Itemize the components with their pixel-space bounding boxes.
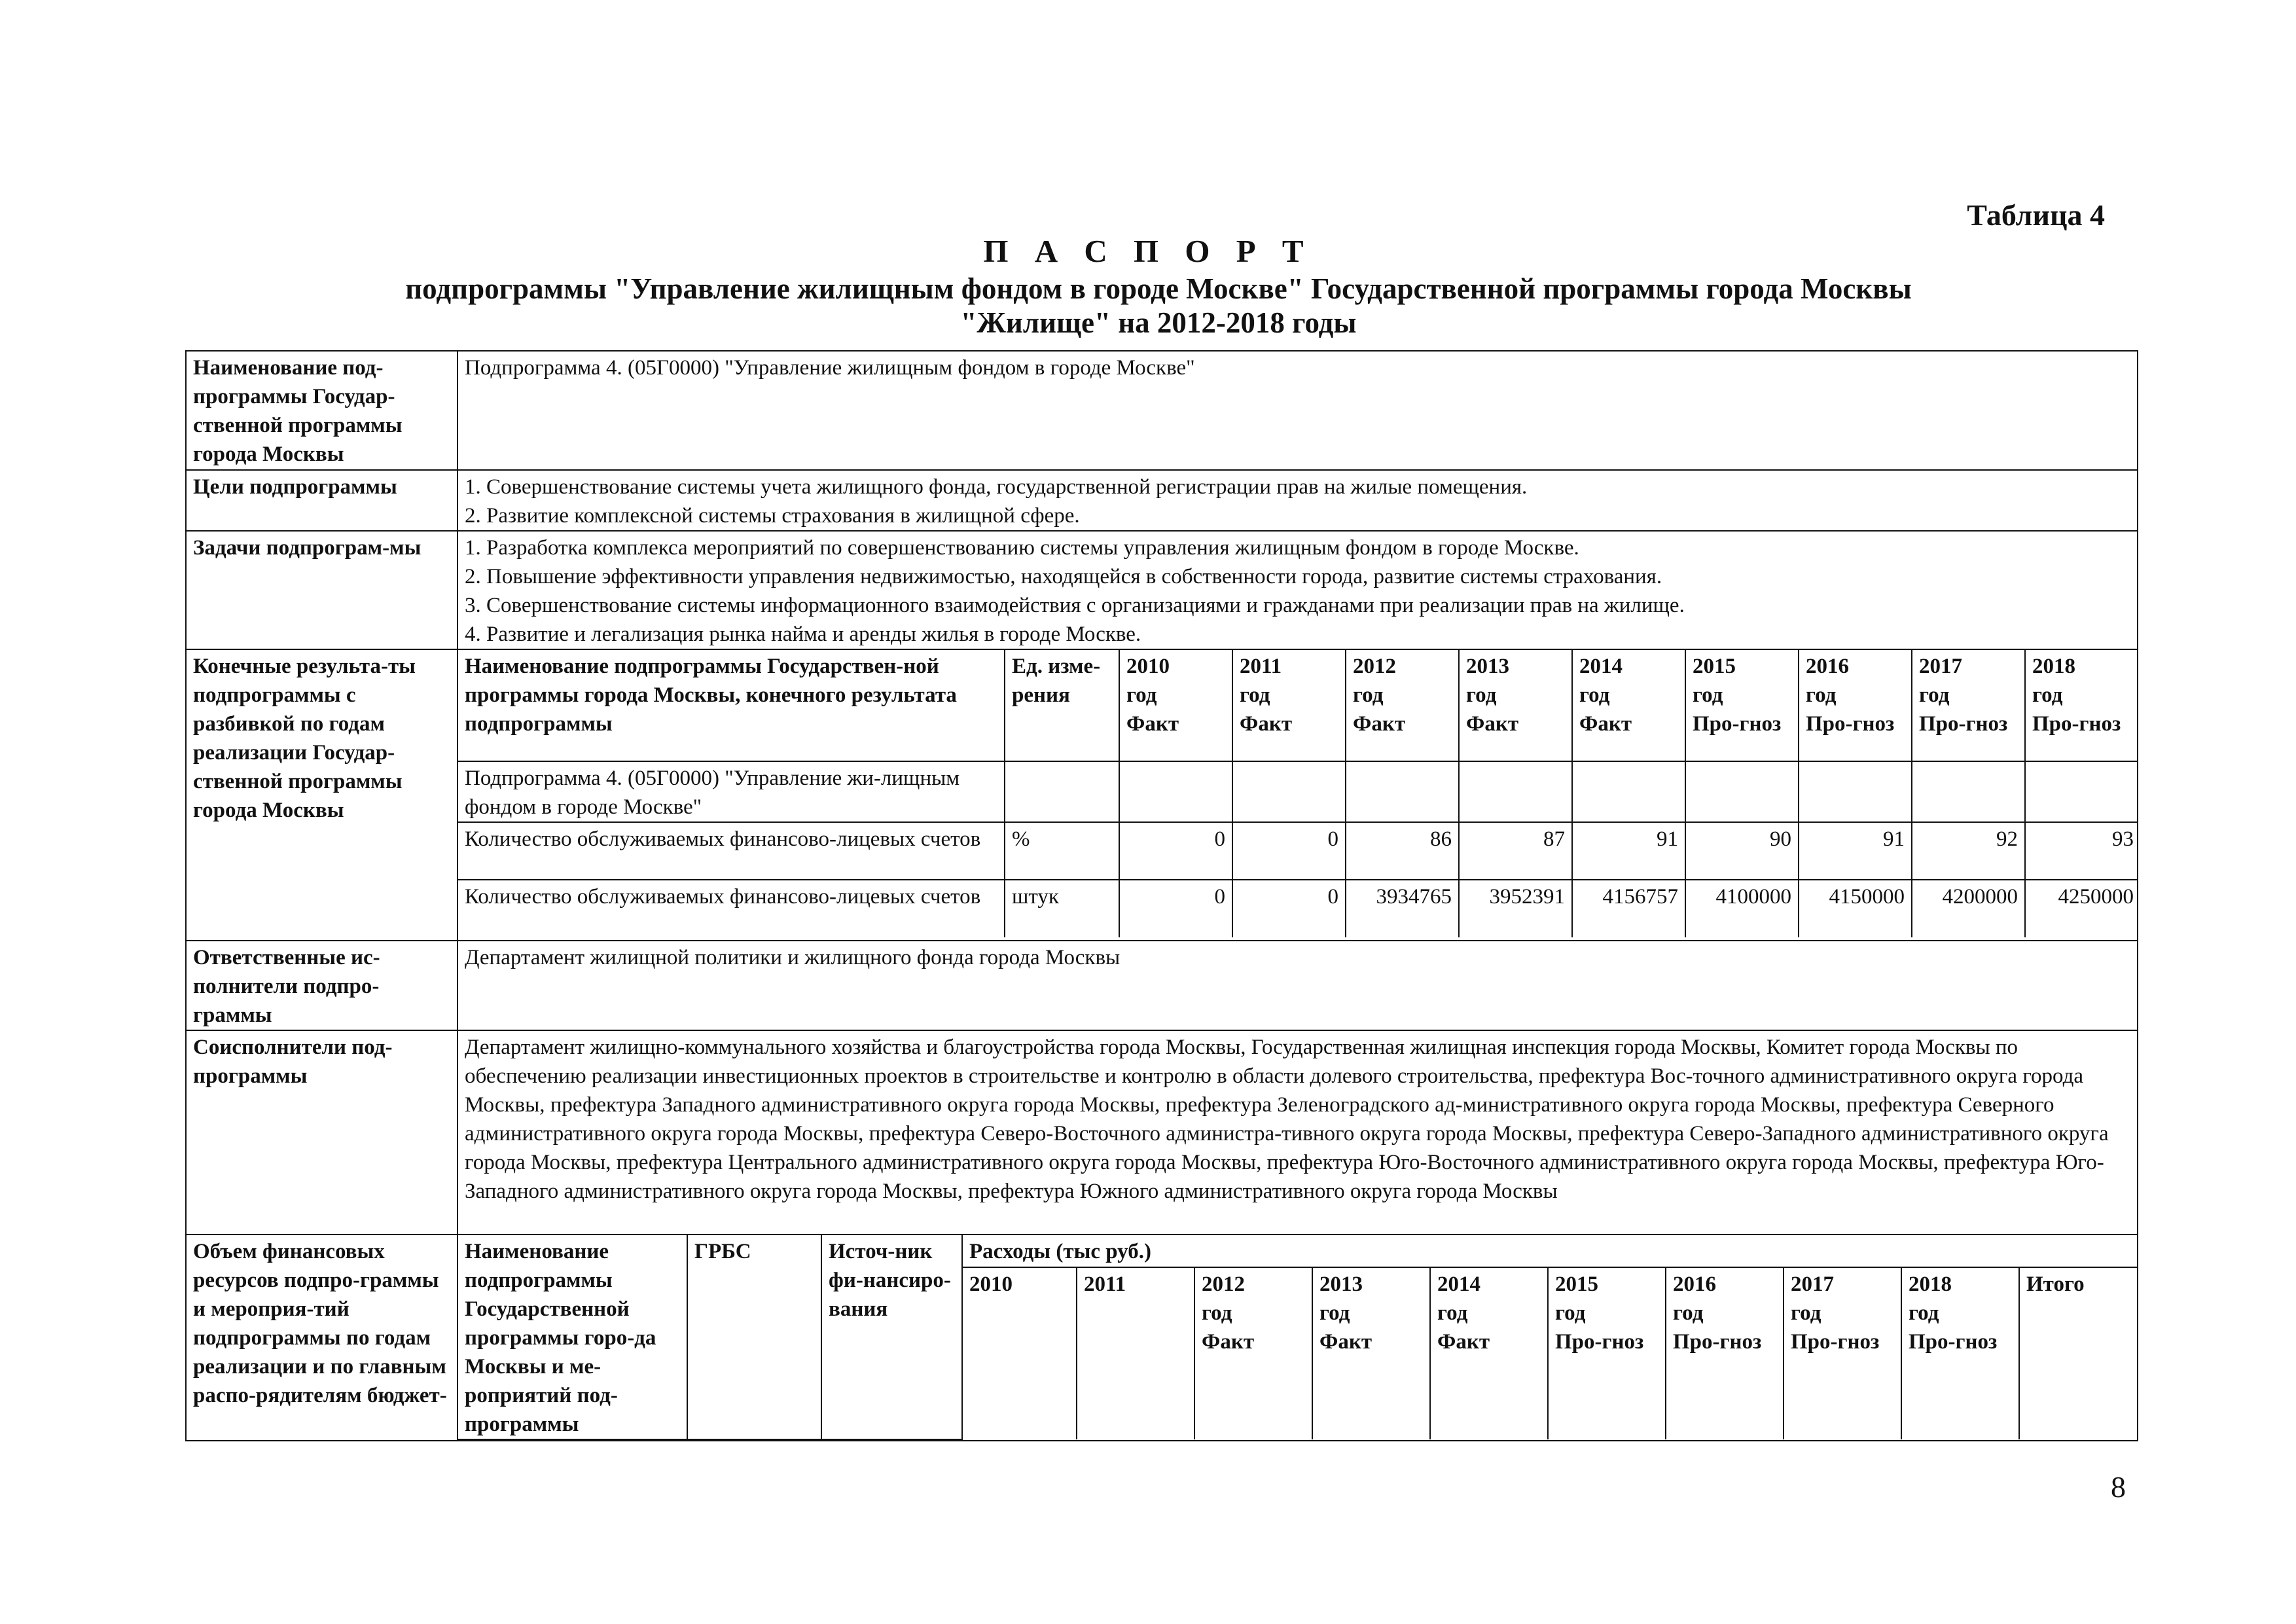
year-header-line3: Про-гноз	[1919, 712, 2008, 736]
year-header-line2: год	[2032, 683, 2063, 707]
responsible-label: Ответственные ис-полнители подпро-граммы	[186, 941, 457, 1030]
subtitle-line-1: подпрограммы "Управление жилищным фондом в городе Москве" Государственной программы города Москвы	[405, 272, 1912, 305]
results-value-cell: 4156757	[1572, 880, 1685, 937]
results-value-cell: 4100000	[1685, 880, 1799, 937]
results-value-cell: 4200000	[1912, 880, 2025, 937]
year-header-line2: год	[1353, 683, 1384, 707]
year-header-line3: Факт	[1319, 1330, 1372, 1354]
results-year-header	[1572, 650, 1685, 761]
results-subprogram-row	[458, 761, 2138, 822]
results-value-cell: 4150000	[1799, 880, 1912, 937]
year-header-line3: Про-гноз	[1806, 712, 1895, 736]
results-col-unit: Ед. изме-рения	[1005, 650, 1119, 761]
year-header-line3: Факт	[1240, 712, 1293, 736]
empty-cell	[1572, 761, 1685, 822]
finance-col-grbs: ГРБС	[687, 1235, 821, 1439]
results-value-cell: 3952391	[1459, 880, 1572, 937]
finance-year-header	[1430, 1267, 1548, 1439]
finance-year-header	[1077, 1267, 1194, 1439]
row-goals	[186, 470, 2138, 531]
coexecutors-value: Департамент жилищно-коммунального хозяйства и благоустройства города Москвы, Государственная жилищная инспекция города Москвы, Комитет города Москвы по обеспечению реализации инвестиционных проектов в строительстве и контролю в области долевого строительства, префектура Вос-точного административного округа города Москвы, префектура Западного административного округа города Москвы, префектура Зеленоградского ад-министративного округа города Москвы, префектура Северного административного округа города Москвы, префектура Северо-Восточного администра-тивного округа города Москвы, префектура Северо-Западного административного округа города Москвы, префектура Центрального административного округа города Москвы, префектура Юго-Восточного административного округа города Москвы, префектура Юго-Западного административного округа города Москвы, префектура Южного административного округа города Москвы	[457, 1030, 2138, 1235]
year-header-line2: год	[1909, 1301, 1939, 1326]
finance-expenses-header: Расходы (тыс руб.)	[962, 1235, 2138, 1267]
year-header-year: 2017	[1919, 655, 1962, 678]
results-value-cell: 92	[1912, 822, 2025, 880]
results-value-cell: 0	[1119, 880, 1232, 937]
year-header-line3: Факт	[1126, 712, 1179, 736]
results-col-name: Наименование подпрограммы Государствен-ной программы города Москвы, конечного результата подпрограммы	[458, 650, 1005, 761]
year-header-line3: Факт	[1437, 1330, 1490, 1354]
results-year-header	[1685, 650, 1799, 761]
year-header-year: 2017	[1791, 1272, 1834, 1297]
year-header-year: 2016	[1673, 1272, 1716, 1297]
year-header-year: 2015	[1555, 1272, 1598, 1297]
finance-col-name: Наименование подпрограммы Государственной программы горо-да Москвы и ме-роприятий под-программы	[458, 1235, 687, 1439]
year-header-line2: год	[1579, 683, 1610, 707]
row-coexecutors	[186, 1030, 2138, 1235]
results-header-row	[458, 650, 2138, 761]
results-year-header	[1799, 650, 1912, 761]
passport-table	[185, 350, 2138, 1441]
results-value-cell: 0	[1119, 822, 1232, 880]
year-header-line3: Факт	[1579, 712, 1632, 736]
results-table-host	[457, 649, 2138, 941]
year-header-line3: Про-гноз	[2032, 712, 2121, 736]
empty-cell	[1799, 761, 1912, 822]
finance-col-source: Источ-ник фи-нансиро-вания	[821, 1235, 962, 1439]
year-header-line2: год	[1555, 1301, 1586, 1326]
finance-year-header	[1784, 1267, 1901, 1439]
results-year-header	[1346, 650, 1459, 761]
results-year-header	[1119, 650, 1232, 761]
results-row-name: Количество обслуживаемых финансово-лицевых счетов	[458, 880, 1005, 937]
year-header-year: 2012	[1353, 655, 1396, 678]
results-value-cell: 4250000	[2025, 880, 2138, 937]
finance-year-header	[962, 1267, 1077, 1439]
row-responsible	[186, 941, 2138, 1030]
year-header-line2: год	[1693, 683, 1723, 707]
year-header-year: 2011	[1240, 655, 1282, 678]
year-header-line2: год	[1673, 1301, 1704, 1326]
year-header-year: 2013	[1466, 655, 1509, 678]
results-value-cell: 3934765	[1346, 880, 1459, 937]
goal-item: 2. Развитие комплексной системы страхования в жилищной сфере.	[465, 504, 1080, 528]
finance-year-header	[1194, 1267, 1312, 1439]
year-header-line2: год	[1919, 683, 1950, 707]
results-subprogram-name: Подпрограмма 4. (05Г0000) "Управление жи-лищным фондом в городе Москве"	[458, 761, 1005, 822]
year-header-line3: Факт	[1466, 712, 1519, 736]
year-header-line3: Факт	[1202, 1330, 1255, 1354]
results-value-cell: 0	[1232, 822, 1346, 880]
results-value-cell: 87	[1459, 822, 1572, 880]
row-finance	[186, 1235, 2138, 1441]
finance-year-header	[1666, 1267, 1784, 1439]
empty-cell	[1912, 761, 2025, 822]
task-item: 1. Разработка комплекса мероприятий по совершенствованию системы управления жилищным фондом в городе Москве.	[465, 536, 1579, 560]
year-header-line3: Про-гноз	[1791, 1330, 1880, 1354]
document-title: П А С П О Р Т	[983, 233, 1313, 269]
task-item: 2. Повышение эффективности управления недвижимостью, находящейся в собственности города, развитие системы страхования.	[465, 565, 1662, 588]
results-value-cell: 91	[1572, 822, 1685, 880]
tasks-value	[457, 531, 2138, 649]
finance-col-total: Итого	[2019, 1267, 2138, 1439]
row-name	[186, 351, 2138, 470]
year-header-year: 2014	[1437, 1272, 1480, 1297]
finance-table	[458, 1235, 2138, 1440]
responsible-value: Департамент жилищной политики и жилищного фонда города Москвы	[457, 941, 2138, 1030]
tasks-label: Задачи подпрограм-мы	[186, 531, 457, 649]
finance-year-header	[1312, 1267, 1430, 1439]
results-value-cell: 90	[1685, 822, 1799, 880]
results-value-cell: 86	[1346, 822, 1459, 880]
year-header-year: 2010	[969, 1272, 1013, 1297]
year-header-line2: год	[1202, 1301, 1232, 1326]
results-table	[458, 650, 2138, 937]
results-data-row	[458, 822, 2138, 880]
task-item: 4. Развитие и легализация рынка найма и аренды жилья в городе Москве.	[465, 623, 1141, 646]
goals-label: Цели подпрограммы	[186, 470, 457, 531]
finance-year-header	[1901, 1267, 2019, 1439]
results-row-unit: %	[1005, 822, 1119, 880]
results-year-header	[2025, 650, 2138, 761]
task-item: 3. Совершенствование системы информационного взаимодействия с организациями и гражданами при реализации прав на жилище.	[465, 594, 1685, 617]
empty-cell	[1346, 761, 1459, 822]
year-header-year: 2016	[1806, 655, 1849, 678]
results-year-header	[1912, 650, 2025, 761]
finance-label: Объем финансовых ресурсов подпро-граммы и мероприя-тий подпрограммы по годам реализации и по главным распо-рядителям бюджет-	[186, 1235, 457, 1441]
year-header-line2: год	[1791, 1301, 1821, 1326]
row-tasks	[186, 531, 2138, 649]
results-row-unit: штук	[1005, 880, 1119, 937]
empty-cell	[1232, 761, 1346, 822]
table-label: Таблица 4	[1967, 198, 2105, 232]
year-header-line2: год	[1437, 1301, 1468, 1326]
year-header-line2: год	[1240, 683, 1270, 707]
results-label: Конечные результа-ты подпрограммы с разбивкой по годам реализации Государ-ственной программы города Москвы	[186, 649, 457, 941]
year-header-year: 2015	[1693, 655, 1736, 678]
results-year-header	[1232, 650, 1346, 761]
year-header-year: 2011	[1084, 1272, 1126, 1297]
year-header-line3: Про-гноз	[1555, 1330, 1644, 1354]
empty-cell	[2025, 761, 2138, 822]
empty-cell	[1005, 761, 1119, 822]
row-results	[186, 649, 2138, 941]
results-year-header	[1459, 650, 1572, 761]
document-subtitle	[177, 272, 2140, 340]
empty-cell	[1459, 761, 1572, 822]
results-data-row	[458, 880, 2138, 937]
year-header-year: 2018	[2032, 655, 2075, 678]
results-value-cell: 0	[1232, 880, 1346, 937]
results-row-name: Количество обслуживаемых финансово-лицевых счетов	[458, 822, 1005, 880]
year-header-year: 2010	[1126, 655, 1170, 678]
empty-cell	[1685, 761, 1799, 822]
year-header-line2: год	[1126, 683, 1157, 707]
goal-item: 1. Совершенствование системы учета жилищного фонда, государственной регистрации прав на жилые помещения.	[465, 475, 1528, 499]
year-header-year: 2014	[1579, 655, 1623, 678]
year-header-line3: Факт	[1353, 712, 1406, 736]
subtitle-line-2: "Жилище" на 2012-2018 годы	[960, 306, 1357, 339]
coexecutors-label: Соисполнители под-программы	[186, 1030, 457, 1235]
finance-table-host	[457, 1235, 2138, 1441]
year-header-line3: Про-гноз	[1693, 712, 1782, 736]
year-header-year: 2018	[1909, 1272, 1952, 1297]
year-header-line2: год	[1466, 683, 1497, 707]
year-header-line3: Про-гноз	[1909, 1330, 1998, 1354]
finance-year-header	[1548, 1267, 1666, 1439]
year-header-line2: год	[1319, 1301, 1350, 1326]
results-value-cell: 93	[2025, 822, 2138, 880]
finance-header-row-1	[458, 1235, 2138, 1267]
year-header-line3: Про-гноз	[1673, 1330, 1762, 1354]
empty-cell	[1119, 761, 1232, 822]
page-number: 8	[2111, 1470, 2126, 1504]
results-value-cell: 91	[1799, 822, 1912, 880]
year-header-year: 2012	[1202, 1272, 1245, 1297]
goals-value	[457, 470, 2138, 531]
name-label: Наименование под-программы Государ-ственной программы города Москвы	[186, 351, 457, 470]
year-header-year: 2013	[1319, 1272, 1363, 1297]
name-value: Подпрограмма 4. (05Г0000) "Управление жилищным фондом в городе Москве"	[457, 351, 2138, 470]
year-header-line2: год	[1806, 683, 1837, 707]
